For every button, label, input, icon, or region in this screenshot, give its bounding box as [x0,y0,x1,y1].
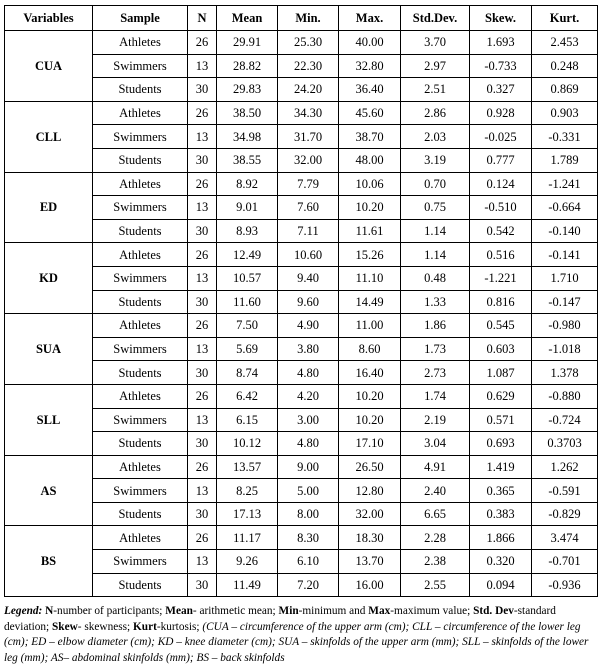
n-cell: 30 [188,78,217,102]
min-cell: 8.30 [278,526,339,550]
n-cell: 30 [188,502,217,526]
max-cell: 10.20 [339,196,401,220]
sample-cell: Athletes [93,314,188,338]
legend-skew-term: Skew [52,620,78,633]
n-cell: 26 [188,455,217,479]
min-cell: 9.60 [278,290,339,314]
table-row [5,54,598,78]
min-cell: 10.60 [278,243,339,267]
header-std-dev: Std.Dev. [401,6,470,31]
skew-cell: 0.816 [470,290,532,314]
n-cell: 13 [188,337,217,361]
table-row [5,573,598,597]
kurt-cell: -0.701 [532,550,598,574]
sample-cell: Students [93,78,188,102]
table-row [5,502,598,526]
skew-cell: 0.327 [470,78,532,102]
legend-kurt-term: Kurt [133,620,157,633]
kurt-cell: -0.880 [532,384,598,408]
table-row [5,290,598,314]
n-cell: 13 [188,196,217,220]
sample-cell: Swimmers [93,266,188,290]
min-cell: 5.00 [278,479,339,503]
min-cell: 4.90 [278,314,339,338]
kurt-cell: 1.789 [532,148,598,172]
min-cell: 9.00 [278,455,339,479]
kurt-cell: 2.453 [532,31,598,55]
n-cell: 26 [188,172,217,196]
max-cell: 40.00 [339,31,401,55]
n-cell: 30 [188,432,217,456]
table-legend [4,604,597,666]
kurt-cell: 0.869 [532,78,598,102]
max-cell: 10.06 [339,172,401,196]
min-cell: 34.30 [278,101,339,125]
skew-cell: -1.221 [470,266,532,290]
max-cell: 16.40 [339,361,401,385]
max-cell: 15.26 [339,243,401,267]
min-cell: 32.00 [278,148,339,172]
variable-cell: CLL [5,101,93,172]
skew-cell: -0.733 [470,54,532,78]
header-min: Min. [278,6,339,31]
std-cell: 2.19 [401,408,470,432]
sample-cell: Students [93,361,188,385]
max-cell: 16.00 [339,573,401,597]
std-cell: 2.28 [401,526,470,550]
std-cell: 0.70 [401,172,470,196]
table-body [5,31,598,597]
legend-mean-term: Mean [165,605,193,617]
n-cell: 13 [188,266,217,290]
skew-cell: 0.542 [470,219,532,243]
n-cell: 30 [188,219,217,243]
n-cell: 26 [188,243,217,267]
max-cell: 14.49 [339,290,401,314]
variable-cell: ED [5,172,93,243]
max-cell: 36.40 [339,78,401,102]
header-variables: Variables [5,6,93,31]
sample-cell: Athletes [93,526,188,550]
std-cell: 1.86 [401,314,470,338]
min-cell: 9.40 [278,266,339,290]
header-max: Max. [339,6,401,31]
skew-cell: 0.320 [470,550,532,574]
mean-cell: 29.91 [217,31,278,55]
table-row [5,172,598,196]
min-cell: 4.80 [278,432,339,456]
mean-cell: 38.55 [217,148,278,172]
std-cell: 2.03 [401,125,470,149]
descriptive-statistics-table [4,5,598,597]
table-row [5,550,598,574]
std-cell: 2.73 [401,361,470,385]
max-cell: 12.80 [339,479,401,503]
table-row [5,361,598,385]
std-cell: 2.97 [401,54,470,78]
sample-cell: Swimmers [93,337,188,361]
min-cell: 6.10 [278,550,339,574]
std-cell: 3.70 [401,31,470,55]
min-cell: 25.30 [278,31,339,55]
mean-cell: 5.69 [217,337,278,361]
kurt-cell: -0.591 [532,479,598,503]
sample-cell: Swimmers [93,408,188,432]
legend-min-def: -minimum and [298,605,369,617]
header-skew: Skew. [470,6,532,31]
table-row [5,219,598,243]
mean-cell: 11.49 [217,573,278,597]
mean-cell: 6.42 [217,384,278,408]
mean-cell: 11.60 [217,290,278,314]
min-cell: 7.20 [278,573,339,597]
min-cell: 7.11 [278,219,339,243]
mean-cell: 10.57 [217,266,278,290]
n-cell: 26 [188,526,217,550]
variable-cell: BS [5,526,93,597]
std-cell: 1.73 [401,337,470,361]
kurt-cell: -0.829 [532,502,598,526]
n-cell: 26 [188,31,217,55]
min-cell: 7.60 [278,196,339,220]
table-row [5,101,598,125]
mean-cell: 6.15 [217,408,278,432]
legend-label: Legend: [4,605,43,617]
sample-cell: Swimmers [93,54,188,78]
std-cell: 3.04 [401,432,470,456]
sample-cell: Athletes [93,172,188,196]
mean-cell: 9.01 [217,196,278,220]
legend-skew-def: - skewness; [77,620,133,633]
std-cell: 3.19 [401,148,470,172]
table-row [5,78,598,102]
table-row [5,266,598,290]
skew-cell: 0.094 [470,573,532,597]
sample-cell: Students [93,573,188,597]
table-row [5,408,598,432]
std-cell: 1.74 [401,384,470,408]
std-cell: 1.14 [401,243,470,267]
std-cell: 6.65 [401,502,470,526]
mean-cell: 38.50 [217,101,278,125]
skew-cell: 1.087 [470,361,532,385]
legend-n-term: N [45,605,54,617]
table-row [5,337,598,361]
table-row [5,243,598,267]
skew-cell: 0.603 [470,337,532,361]
max-cell: 32.80 [339,54,401,78]
skew-cell: 0.928 [470,101,532,125]
sample-cell: Students [93,502,188,526]
min-cell: 22.30 [278,54,339,78]
mean-cell: 11.17 [217,526,278,550]
kurt-cell: -0.140 [532,219,598,243]
skew-cell: 1.866 [470,526,532,550]
mean-cell: 8.25 [217,479,278,503]
min-cell: 31.70 [278,125,339,149]
max-cell: 10.20 [339,384,401,408]
skew-cell: -0.510 [470,196,532,220]
variable-cell: SLL [5,384,93,455]
kurt-cell: -0.331 [532,125,598,149]
legend-max-term: Max [368,605,391,617]
n-cell: 26 [188,101,217,125]
mean-cell: 12.49 [217,243,278,267]
table-row [5,314,598,338]
table-row [5,384,598,408]
mean-cell: 17.13 [217,502,278,526]
max-cell: 8.60 [339,337,401,361]
kurt-cell: 1.710 [532,266,598,290]
mean-cell: 7.50 [217,314,278,338]
table-row [5,125,598,149]
variable-cell: KD [5,243,93,314]
sample-cell: Students [93,148,188,172]
sample-cell: Swimmers [93,479,188,503]
kurt-cell: -0.980 [532,314,598,338]
kurt-cell: -0.141 [532,243,598,267]
legend-kurt-def: -kurtosis; [156,620,203,633]
legend-std-def: -standard deviation; [4,605,556,633]
kurt-cell: -0.664 [532,196,598,220]
std-cell: 0.48 [401,266,470,290]
max-cell: 26.50 [339,455,401,479]
std-cell: 0.75 [401,196,470,220]
mean-cell: 29.83 [217,78,278,102]
n-cell: 13 [188,125,217,149]
skew-cell: 0.124 [470,172,532,196]
mean-cell: 10.12 [217,432,278,456]
sample-cell: Students [93,219,188,243]
skew-cell: 0.516 [470,243,532,267]
min-cell: 8.00 [278,502,339,526]
table-row [5,479,598,503]
min-cell: 3.80 [278,337,339,361]
skew-cell: 0.777 [470,148,532,172]
sample-cell: Athletes [93,31,188,55]
legend-max-def: -maximum value; [390,605,474,617]
kurt-cell: 3.474 [532,526,598,550]
variable-cell: AS [5,455,93,526]
sample-cell: Athletes [93,384,188,408]
mean-cell: 8.74 [217,361,278,385]
skew-cell: 0.693 [470,432,532,456]
max-cell: 32.00 [339,502,401,526]
n-cell: 13 [188,408,217,432]
max-cell: 45.60 [339,101,401,125]
sample-cell: Swimmers [93,125,188,149]
max-cell: 11.00 [339,314,401,338]
skew-cell: 0.629 [470,384,532,408]
skew-cell: 1.693 [470,31,532,55]
max-cell: 38.70 [339,125,401,149]
max-cell: 13.70 [339,550,401,574]
sample-cell: Athletes [93,243,188,267]
variable-cell: CUA [5,31,93,102]
min-cell: 24.20 [278,78,339,102]
mean-cell: 8.93 [217,219,278,243]
table-row [5,148,598,172]
kurt-cell: -0.147 [532,290,598,314]
kurt-cell: 1.378 [532,361,598,385]
legend-mean-def: - arithmetic mean; [192,605,279,617]
sample-cell: Athletes [93,455,188,479]
skew-cell: 0.383 [470,502,532,526]
legend-abbreviations: (CUA – circumference of the upper arm (cm); CLL – circumference of the lower leg (cm); ED – elbow diameter (cm); KD – knee diameter (cm); SUA – skinfolds of the upper arm (mm); SLL – skinfolds of the lower leg (mm); AS– abdominal skinfolds (mm); BS – back skinfolds [4,620,589,664]
sample-cell: Swimmers [93,550,188,574]
legend-n-def: -number of participants; [53,605,166,617]
max-cell: 11.61 [339,219,401,243]
std-cell: 1.14 [401,219,470,243]
std-cell: 2.38 [401,550,470,574]
mean-cell: 8.92 [217,172,278,196]
header-mean: Mean [217,6,278,31]
header-n: N [188,6,217,31]
header-sample: Sample [93,6,188,31]
kurt-cell: 1.262 [532,455,598,479]
max-cell: 10.20 [339,408,401,432]
max-cell: 11.10 [339,266,401,290]
min-cell: 4.80 [278,361,339,385]
max-cell: 48.00 [339,148,401,172]
n-cell: 13 [188,550,217,574]
sample-cell: Athletes [93,101,188,125]
skew-cell: 1.419 [470,455,532,479]
n-cell: 26 [188,384,217,408]
n-cell: 30 [188,361,217,385]
kurt-cell: 0.903 [532,101,598,125]
n-cell: 13 [188,54,217,78]
std-cell: 2.51 [401,78,470,102]
table-row [5,196,598,220]
kurt-cell: -0.724 [532,408,598,432]
variable-cell: SUA [5,314,93,385]
table-row [5,455,598,479]
legend-min-term: Min [278,605,299,617]
kurt-cell: -0.936 [532,573,598,597]
std-cell: 2.55 [401,573,470,597]
table-row [5,526,598,550]
std-cell: 2.86 [401,101,470,125]
max-cell: 18.30 [339,526,401,550]
table-row [5,432,598,456]
min-cell: 7.79 [278,172,339,196]
table-row [5,31,598,55]
sample-cell: Students [93,432,188,456]
header-kurt: Kurt. [532,6,598,31]
std-cell: 2.40 [401,479,470,503]
mean-cell: 34.98 [217,125,278,149]
n-cell: 13 [188,479,217,503]
mean-cell: 13.57 [217,455,278,479]
n-cell: 30 [188,148,217,172]
std-cell: 1.33 [401,290,470,314]
min-cell: 4.20 [278,384,339,408]
kurt-cell: 0.248 [532,54,598,78]
skew-cell: 0.365 [470,479,532,503]
min-cell: 3.00 [278,408,339,432]
max-cell: 17.10 [339,432,401,456]
skew-cell: 0.545 [470,314,532,338]
header-row [5,6,598,31]
kurt-cell: -1.018 [532,337,598,361]
skew-cell: 0.571 [470,408,532,432]
n-cell: 30 [188,573,217,597]
sample-cell: Swimmers [93,196,188,220]
n-cell: 26 [188,314,217,338]
mean-cell: 9.26 [217,550,278,574]
n-cell: 30 [188,290,217,314]
sample-cell: Students [93,290,188,314]
legend-std-term: Std. Dev [473,605,514,617]
kurt-cell: 0.3703 [532,432,598,456]
skew-cell: -0.025 [470,125,532,149]
kurt-cell: -1.241 [532,172,598,196]
std-cell: 4.91 [401,455,470,479]
mean-cell: 28.82 [217,54,278,78]
